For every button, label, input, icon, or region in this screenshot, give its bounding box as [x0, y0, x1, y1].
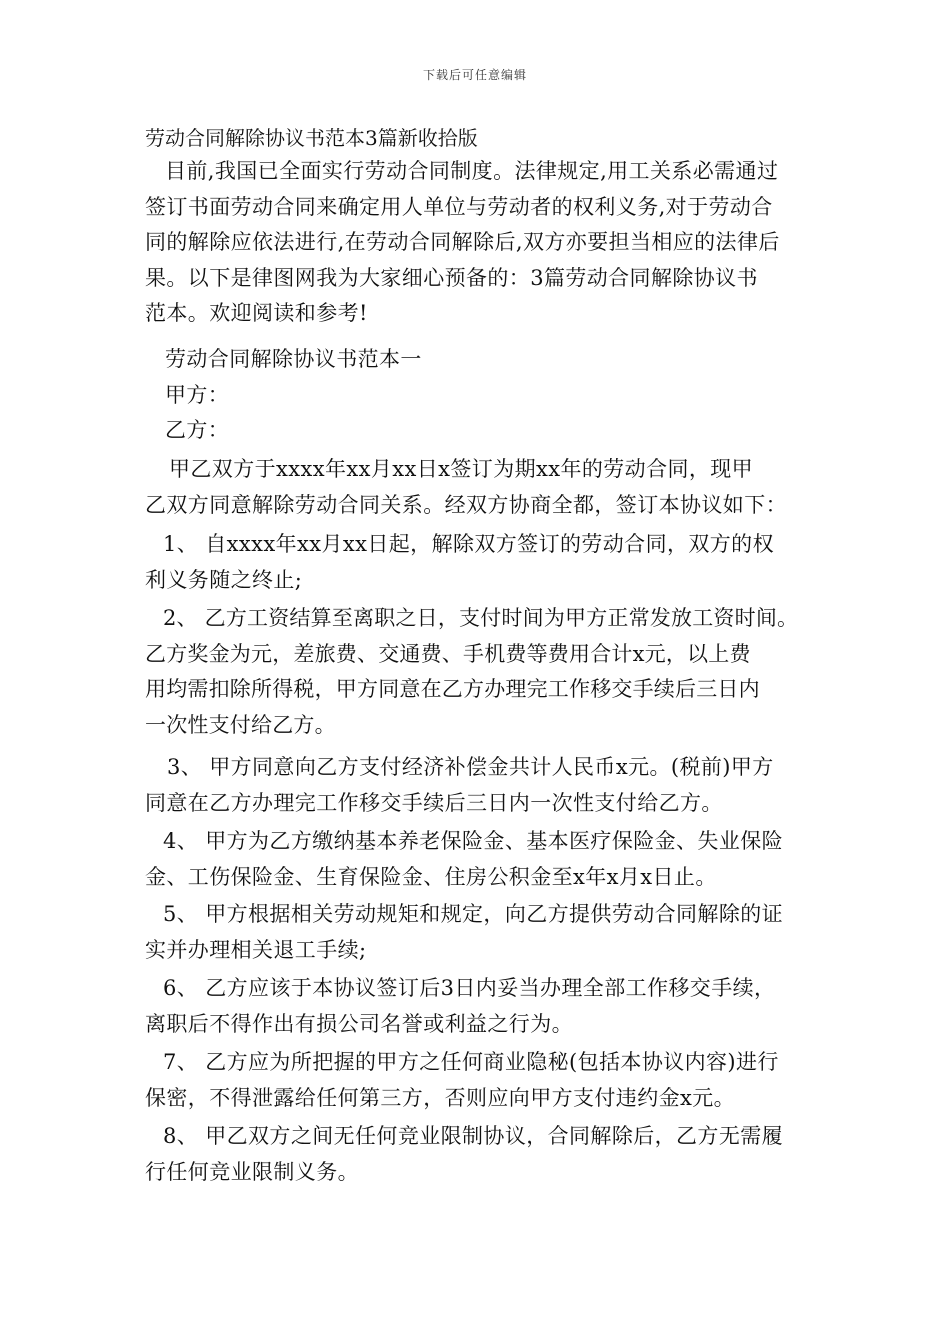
document-title: 劳动合同解除协议书范本3篇新收拾版 — [145, 126, 478, 150]
clause-line: 一次性支付给乙方。 — [145, 712, 336, 737]
intro-line: 目前,我国已全面实行劳动合同制度。法律规定,用工关系必需通过 — [165, 159, 779, 183]
clause-line: 4、 甲方为乙方缴纳基本养老保险金、基本医疗保险金、失业保险 — [163, 829, 784, 853]
clause-line: 7、 乙方应为所把握的甲方之任何商业隐秘(包括本协议内容)进行 — [163, 1050, 779, 1074]
clause-7 — [145, 1045, 813, 1116]
clause-line: 行任何竞业限制义务。 — [145, 1159, 359, 1184]
intro-line: 签订书面劳动合同来确定用人单位与劳动者的权利义务,对于劳动合 — [145, 194, 773, 219]
clause-line: 1、 自xxxx年xx月xx日起，解除双方签订的劳动合同，双方的权 — [163, 532, 774, 556]
clause-3 — [145, 750, 813, 821]
section-block — [145, 342, 813, 449]
clause-4 — [145, 824, 813, 895]
clause-2 — [145, 601, 813, 743]
clause-line: 保密，不得泄露给任何第三方，否则应向甲方支付违约金x元。 — [145, 1085, 736, 1110]
clause-line: 同意在乙方办理完工作移交手续后三日内一次性支付给乙方。 — [145, 790, 723, 815]
clause-5 — [145, 897, 813, 968]
clause-line: 离职后不得作出有损公司名誉或利益之行为。 — [145, 1011, 573, 1036]
clause-line: 利义务随之终止; — [145, 567, 303, 592]
clause-line: 6、 乙方应该于本协议签订后3日内妥当办理全部工作移交手续， — [163, 976, 776, 1000]
clause-1 — [145, 527, 813, 598]
party-b-label: 乙方： — [165, 418, 230, 442]
clause-line: 用均需扣除所得税，甲方同意在乙方办理完工作移交手续后三日内 — [145, 677, 760, 701]
clause-line: 8、 甲乙双方之间无任何竞业限制协议，合同解除后，乙方无需履 — [163, 1124, 784, 1148]
intro-line: 果。以下是律图网我为大家细心预备的：3篇劳动合同解除协议书 — [145, 265, 758, 290]
clause-line: 实并办理相关退工手续; — [145, 937, 367, 962]
preamble-paragraph — [145, 452, 813, 523]
clause-line: 金、工伤保险金、生育保险金、住房公积金至x年x月x日止。 — [145, 864, 717, 889]
clause-6 — [145, 971, 813, 1042]
clause-8 — [145, 1119, 813, 1190]
preamble-line: 甲乙双方于xxxx年xx月xx日x签订为期xx年的劳动合同，现甲 — [169, 457, 754, 481]
intro-paragraph — [145, 154, 813, 332]
intro-line: 范本。欢迎阅读和参考! — [145, 301, 368, 325]
header-note: 下载后可任意编辑 — [422, 68, 527, 82]
preamble-line: 乙双方同意解除劳动合同关系。经双方协商全都，签订本协议如下： — [145, 492, 787, 517]
clause-line: 3、 甲方同意向乙方支付经济补偿金共计人民币x元。(税前)甲方 — [167, 755, 774, 779]
clause-line: 2、 乙方工资结算至离职之日，支付时间为甲方正常发放工资时间。 — [163, 606, 799, 630]
section-heading: 劳动合同解除协议书范本一 — [165, 347, 422, 371]
clause-line: 乙方奖金为元，差旅费、交通费、手机费等费用合计x元，以上费 — [145, 641, 751, 666]
party-a-label: 甲方： — [165, 382, 230, 407]
intro-line: 同的解除应依法进行,在劳动合同解除后,双方亦要担当相应的法律后 — [145, 230, 780, 254]
clause-line: 5、 甲方根据相关劳动规矩和规定，向乙方提供劳动合同解除的证 — [163, 902, 784, 926]
